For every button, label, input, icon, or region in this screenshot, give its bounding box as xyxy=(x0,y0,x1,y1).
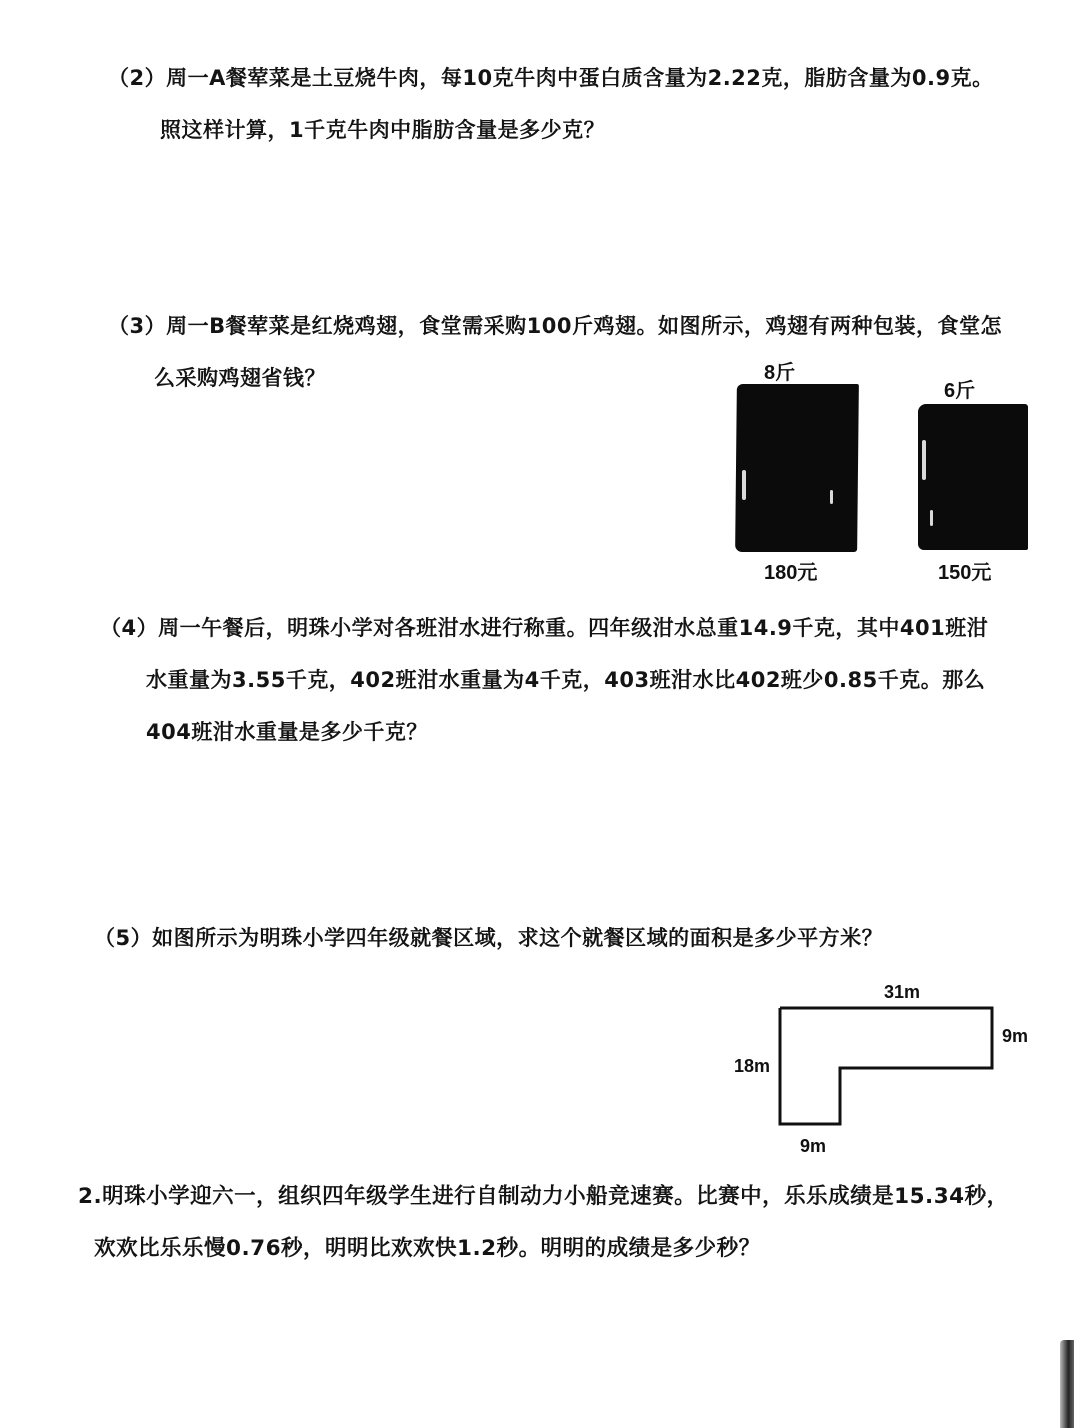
package-a-weight: 8斤 xyxy=(764,362,796,384)
dim-right-label: 9m xyxy=(1002,1026,1029,1046)
question-4-line-2: 水重量为3.55千克，402班泔水重量为4千克，403班泔水比402班少0.85千克。那么 xyxy=(146,668,986,692)
dim-top-label: 31m xyxy=(884,982,921,1002)
package-b-price: 150元 xyxy=(938,562,992,584)
problem-2-line-1: 2.明珠小学迎六一，组织四年级学生进行自制动力小船竞速赛。比赛中，乐乐成绩是15.34秒， xyxy=(78,1184,1009,1209)
question-5-line-1: （5）如图所示为明珠小学四年级就餐区域，求这个就餐区域的面积是多少平方米？ xyxy=(94,926,884,950)
package-b-weight: 6斤 xyxy=(944,380,976,402)
dining-area-outline xyxy=(780,1008,992,1124)
package-b-image xyxy=(918,404,1028,550)
question-4-line-3: 404班泔水重量是多少千克？ xyxy=(146,720,428,744)
question-3-line-1: （3）周一B餐荤菜是红烧鸡翅，食堂需采购100斤鸡翅。如图所示，鸡翅有两种包装，食堂怎 xyxy=(108,314,1002,338)
question-4-line-1: （4）周一午餐后，明珠小学对各班泔水进行称重。四年级泔水总重14.9千克，其中401班泔 xyxy=(100,616,989,640)
package-a-image xyxy=(735,384,859,552)
dim-bottom-label: 9m xyxy=(800,1136,827,1156)
question-2-line-2: 照这样计算，1千克牛肉中脂肪含量是多少克？ xyxy=(160,118,606,142)
question-3-line-2: 么采购鸡翅省钱？ xyxy=(154,366,326,390)
question-2-line-1: （2）周一A餐荤菜是土豆烧牛肉，每10克牛肉中蛋白质含量为2.22克，脂肪含量为0.9克。 xyxy=(108,66,994,90)
page-edge-shadow xyxy=(1060,1340,1074,1428)
package-a-price: 180元 xyxy=(764,562,818,584)
problem-2-line-2: 欢欢比乐乐慢0.76秒，明明比欢欢快1.2秒。明明的成绩是多少秒？ xyxy=(94,1236,761,1261)
dim-left-label: 18m xyxy=(734,1056,771,1076)
